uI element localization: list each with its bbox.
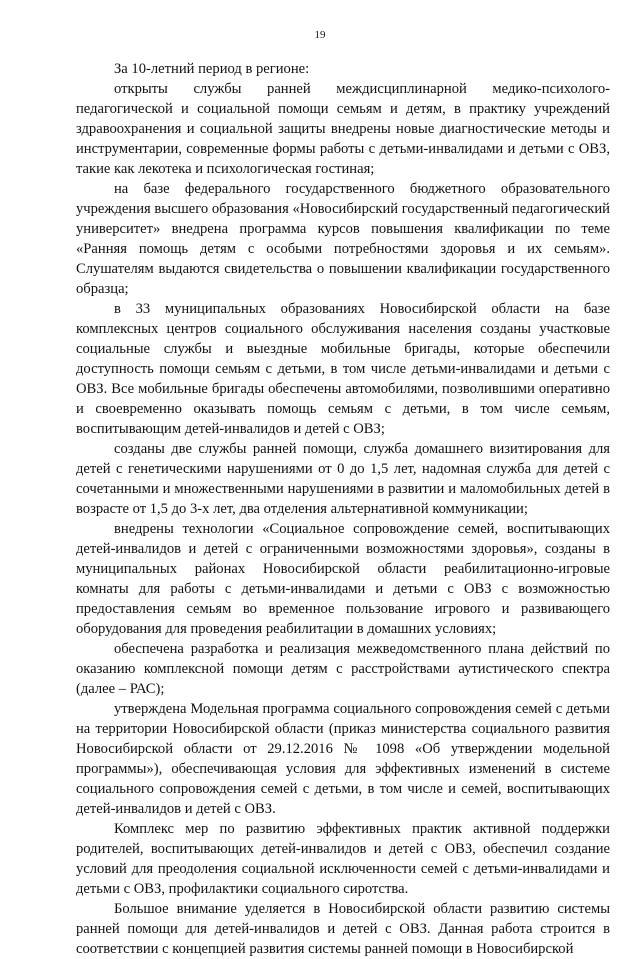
paragraph-services-opened: открыты службы ранней междисциплинарной медико-психолого-педагогической и социальной помощи семьям и детям, в практику учреждений здравоохранения и социальной защиты внедрены новые диагностические методы и инструментарии, современные формы работы с детьми-инвалидами и детьми с ОВЗ, такие как лекотека и психологическая гостиная; — [76, 81, 610, 177]
paragraph-model-program: утверждена Модельная программа социального сопровождения семей с детьми на территории Новосибирской области (приказ министерства социального развития Новосибирской области от 29.12.2016 № 1098 «Об утверждении модельной программы»), обеспечивающая условия для эффективных изменений в системе социального сопровождения семей с детьми, в том числе и семей, воспитывающих детей-инвалидов и детей с ОВЗ. — [76, 701, 610, 817]
paragraph-municipal-services: в 33 муниципальных образованиях Новосибирской области на базе комплексных центров социального обслуживания населения созданы участковые социальные службы и выездные мобильные бригады, которые обеспечили доступность помощи семьям с детьми, в том числе детьми-инвалидами и детьми с ОВЗ. Все мобильные бригады обеспечены автомобилями, позволившими оперативно и своевременно оказывать помощь семьям с детьми, в том числе семьям, воспитывающим детей-инвалидов и детей с ОВЗ; — [76, 301, 610, 437]
page-number: 19 — [314, 29, 326, 41]
paragraph-ras-plan: обеспечена разработка и реализация межведомственного плана действий по оказанию комплексной помощи детям с расстройствами аутистического спектра (далее – РАС); — [76, 641, 610, 697]
paragraph-early-help-services: созданы две службы ранней помощи, служба домашнего визитирования для детей с генетическими нарушениями от 0 до 1,5 лет, надомная служба для детей с сочетанными и множественными нарушениями в развитии и маломобильных детей в возрасте от 1,5 до 3-х лет, два отделения альтернативной коммуникации; — [76, 441, 610, 517]
paragraph-intro: За 10-летний период в регионе: — [114, 61, 310, 77]
paragraph-technologies: внедрены технологии «Социальное сопровождение семей, воспитывающих детей-инвалидов и детей с ограниченными возможностями здоровья», созданы в муниципальных районах Новосибирской области реабилитационно-игровые комнаты для работы с детьми-инвалидами и детьми с ОВЗ с возможностью предоставления семьям во временное пользование игрового и развивающего оборудования для проведения реабилитации в домашних условиях; — [76, 521, 610, 637]
paragraph-early-help-attention: Большое внимание уделяется в Новосибирской области развитию системы ранней помощи для детей-инвалидов и детей с ОВЗ. Данная работа строится в соответствии с концепцией развития системы ранней помощи в Новосибирской — [76, 901, 610, 957]
paragraph-university-program: на базе федерального государственного бюджетного образовательного учреждения высшего образования «Новосибирский государственный педагогический университет» внедрена программа курсов повышения квалификации по теме «Ранняя помощь детям с особыми потребностями здоровья и их семьям». Слушателям выдаются свидетельства о повышении квалификации государственного образца; — [76, 181, 610, 297]
document-body — [76, 59, 610, 959]
paragraph-complex-measures: Комплекс мер по развитию эффективных практик активной поддержки родителей, воспитывающих детей-инвалидов и детей с ОВЗ, обеспечил создание условий для преодоления социальной исключенности семей с детьми-инвалидами и детьми с ОВЗ, профилактики социального сиротства. — [76, 821, 610, 897]
